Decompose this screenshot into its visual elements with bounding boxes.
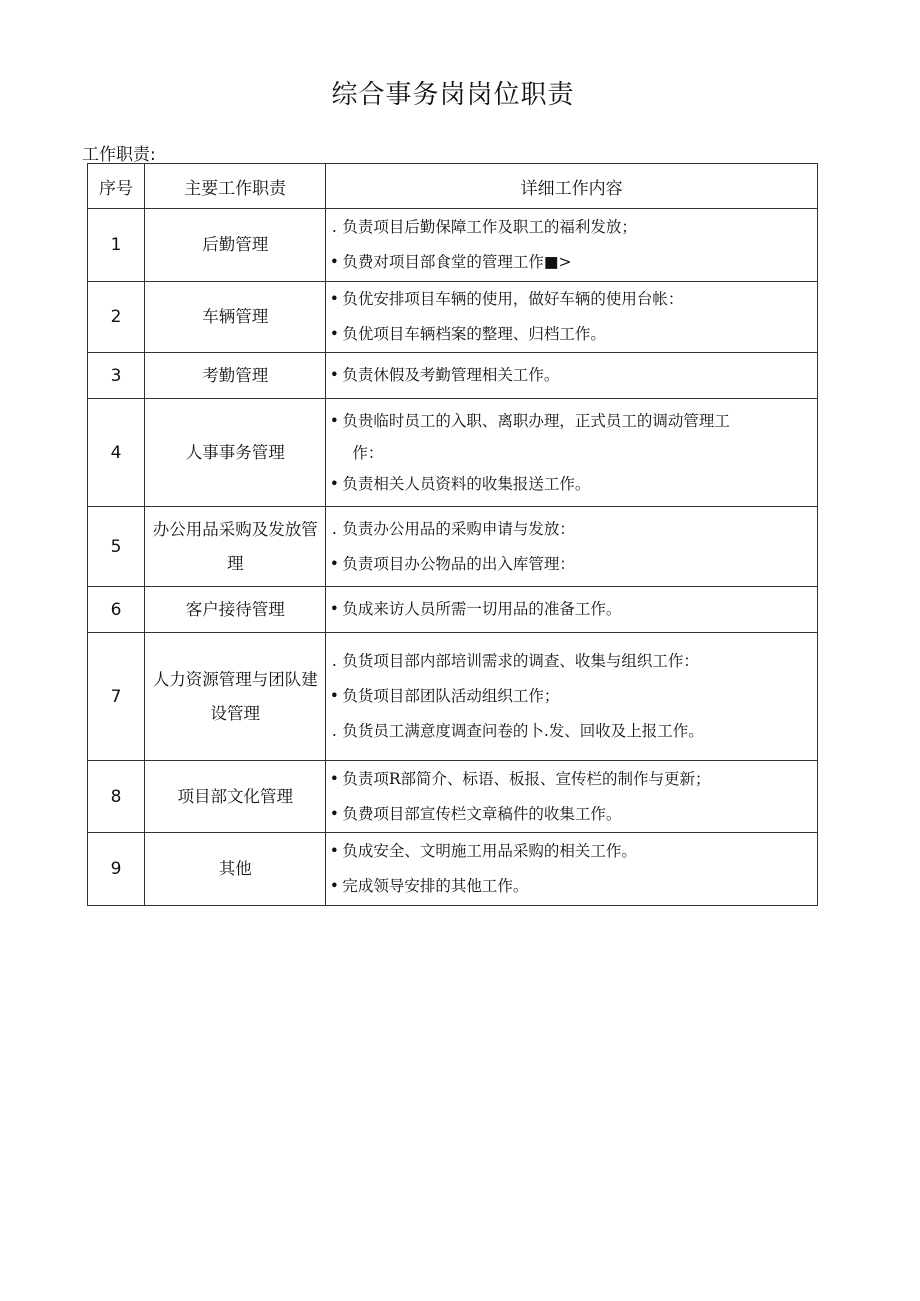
- row-number: 3: [88, 353, 145, 399]
- table-body: [88, 209, 818, 906]
- main-duty: 客户接待管理: [145, 587, 326, 633]
- detail-text: 负责项目后勤保障工作及职工的福利发放；: [342, 218, 637, 236]
- main-duty: 项目部文化管理: [145, 761, 326, 833]
- bullet-icon: •: [329, 554, 339, 573]
- detail-text: 负费项目部宣传栏文章稿件的收集工作。: [342, 804, 622, 823]
- detail-item: [326, 358, 817, 393]
- detail-cell: [326, 209, 818, 282]
- table-row: [88, 282, 818, 353]
- detail-text: 负成来访人员所需一切用品的准备工作。: [342, 600, 622, 618]
- detail-cell: [326, 761, 818, 833]
- row-number: 4: [88, 399, 145, 507]
- header-detail: 详细工作内容: [326, 164, 818, 209]
- bullet-icon: •: [329, 600, 339, 618]
- document-title: 综合事务岗岗位职责: [331, 80, 575, 110]
- detail-cell: [326, 282, 818, 353]
- bullet-icon: •: [329, 842, 339, 860]
- bullet-icon: •: [329, 325, 339, 343]
- row-number: 7: [88, 633, 145, 761]
- bullet-icon: •: [329, 769, 339, 788]
- table-row: [88, 761, 818, 833]
- detail-item: [326, 592, 817, 627]
- table-row: [88, 833, 818, 906]
- detail-text: 负优项目车辆档案的整理、归档工作。: [342, 325, 606, 343]
- detail-item: [326, 282, 817, 317]
- bullet-icon: .: [331, 652, 337, 670]
- detail-item: [326, 317, 817, 352]
- bullet-icon: .: [331, 218, 337, 236]
- bullet-icon: •: [329, 804, 339, 823]
- detail-cell: [326, 587, 818, 633]
- detail-item: [326, 834, 817, 869]
- detail-cell: [326, 633, 818, 761]
- section-label: 工作职责:: [82, 145, 156, 165]
- main-duty: 车辆管理: [145, 282, 326, 353]
- detail-text: 负成安全、文明施工用品采购的相关工作。: [342, 842, 637, 860]
- detail-item: [326, 714, 817, 749]
- detail-text: 负优安排项目车辆的使用，做好车辆的使用台帐：: [342, 290, 684, 308]
- detail-item: [326, 547, 817, 582]
- detail-item: [326, 869, 817, 904]
- detail-item: [326, 762, 817, 797]
- bullet-icon: •: [329, 290, 339, 308]
- detail-cell: [326, 833, 818, 906]
- row-number: 6: [88, 587, 145, 633]
- header-no: 序号: [88, 164, 145, 209]
- detail-text: 负责项R部简介、标语、板报、宣传栏的制作与更新；: [342, 769, 711, 788]
- detail-item: [326, 467, 817, 502]
- row-number: 9: [88, 833, 145, 906]
- detail-item: [326, 512, 817, 547]
- table-row: [88, 633, 818, 761]
- main-duty: 人力资源管理与团队建设管理: [145, 633, 326, 761]
- main-duty: 考勤管理: [145, 353, 326, 399]
- detail-text: 负贵临时员工的入职、离职办理，正式员工的调动管理工: [342, 411, 730, 430]
- detail-item: [326, 797, 817, 832]
- main-duty: 人事事务管理: [145, 399, 326, 507]
- bullet-icon: •: [329, 474, 339, 493]
- detail-cell: [326, 507, 818, 587]
- table-row: [88, 209, 818, 282]
- main-duty: 办公用品采购及发放管理: [145, 507, 326, 587]
- bullet-icon: .: [331, 722, 337, 740]
- detail-text: 负责项目办公物品的出入库管理：: [342, 554, 575, 573]
- bullet-icon: •: [329, 411, 339, 430]
- table-row: [88, 507, 818, 587]
- detail-item: [326, 245, 817, 280]
- bullet-icon: •: [329, 687, 339, 705]
- row-number: 2: [88, 282, 145, 353]
- bullet-icon: •: [329, 366, 339, 384]
- detail-cell: [326, 399, 818, 507]
- detail-text: 负费对项目部食堂的管理工作■>: [342, 253, 572, 271]
- detail-text: 负货员工满意度调查问卷的卜.发、回收及上报工作。: [342, 722, 704, 740]
- table-row: [88, 587, 818, 633]
- detail-item: [326, 679, 817, 714]
- table-header-row: [88, 164, 818, 209]
- table-row: [88, 353, 818, 399]
- detail-text: 完成领导安排的其他工作。: [342, 877, 529, 895]
- detail-text: 负货项目部内部培训需求的调查、收集与组织工作：: [342, 652, 699, 670]
- duties-table: [87, 163, 818, 906]
- row-number: 1: [88, 209, 145, 282]
- bullet-icon: •: [329, 253, 339, 271]
- header-main-duty: 主要工作职责: [145, 164, 326, 209]
- detail-item: [326, 644, 817, 679]
- main-duty: 后勤管理: [145, 209, 326, 282]
- detail-continuation: 作：: [352, 443, 384, 462]
- bullet-icon: .: [331, 519, 337, 538]
- bullet-icon: •: [329, 877, 339, 895]
- detail-cell: [326, 353, 818, 399]
- detail-text: 负货项目部团队活动组织工作；: [342, 687, 560, 705]
- row-number: 5: [88, 507, 145, 587]
- main-duty: 其他: [145, 833, 326, 906]
- detail-text: 负责办公用品的采购申请与发放：: [342, 519, 575, 538]
- detail-text: 负责相关人员资料的收集报送工作。: [342, 474, 591, 493]
- row-number: 8: [88, 761, 145, 833]
- detail-item: [326, 210, 817, 245]
- detail-text: 负责休假及考勤管理相关工作。: [342, 366, 560, 384]
- detail-item: [326, 404, 817, 439]
- table-row: [88, 399, 818, 507]
